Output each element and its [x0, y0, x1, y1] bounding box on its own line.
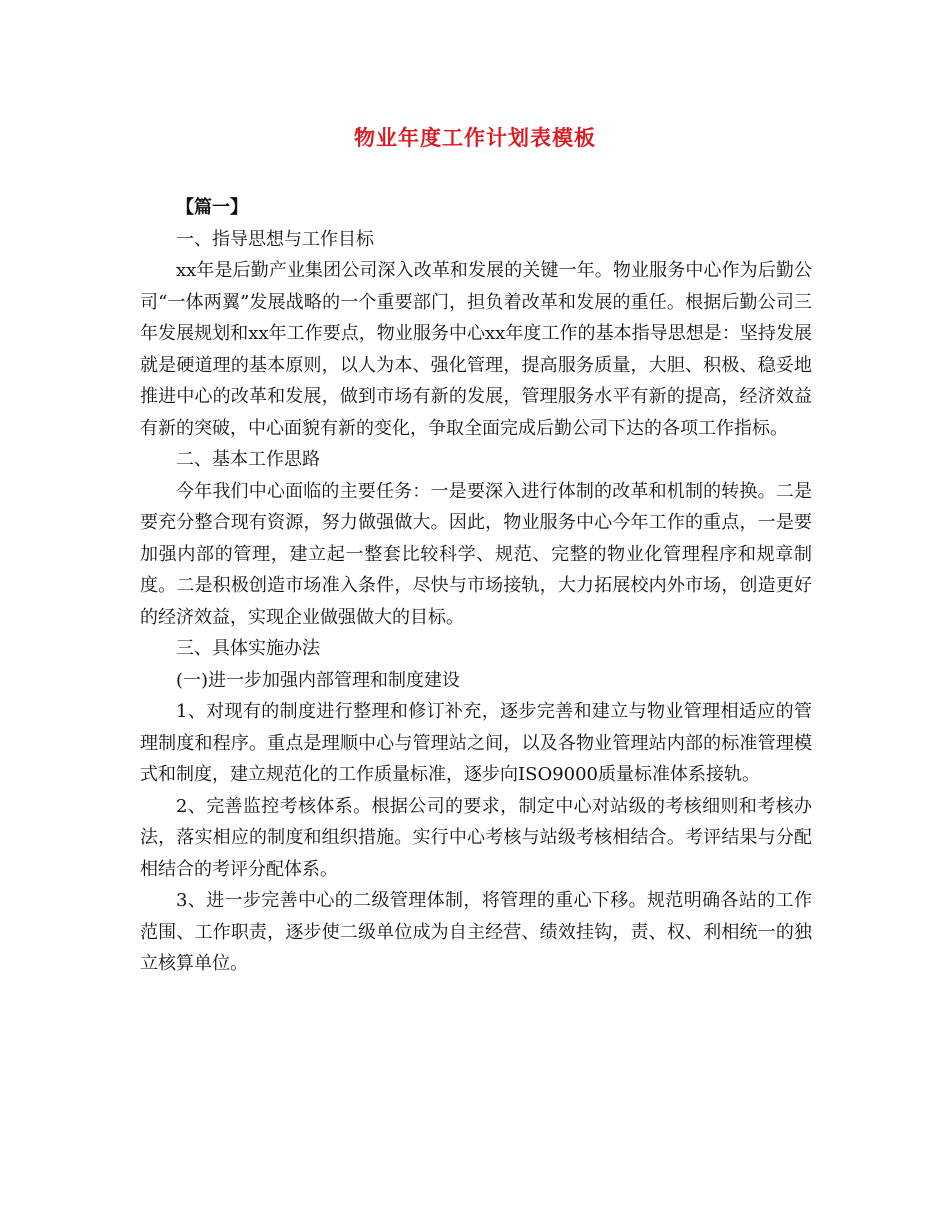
- subheading-internal-management: (一)进一步加强内部管理和制度建设: [176, 669, 461, 691]
- heading-guiding-ideology: 一、指导思想与工作目标: [176, 228, 374, 250]
- heading-basic-approach: 二、基本工作思路: [176, 449, 320, 470]
- paragraph-basic-approach: 今年我们中心面临的主要任务：一是要深入进行体制的改革和机制的转换。二是要充分整合现有资源，努力做强做大。因此，物业服务中心今年工作的重点，一是要加强内部的管理，建立起一整套比较科学、规范、完整的物业化管理程序和规章制度。二是积极创造市场准入条件，尽快与市场接轨，大力拓展校内外市场，创造更好的经济效益，实现企业做强做大的目标。: [140, 480, 812, 628]
- section-label: 【篇一】: [176, 197, 248, 218]
- list-item-2: 2、完善监控考核体系。根据公司的要求，制定中心对站级的考核细则和考核办法，落实相应的制度和组织措施。实行中心考核与站级考核相结合。考评结果与分配相结合的考评分配体系。: [140, 795, 812, 880]
- heading-implementation: 三、具体实施办法: [176, 638, 320, 659]
- list-item-1: 1、对现有的制度进行整理和修订补充，逐步完善和建立与物业管理相适应的管理制度和程序。重点是理顺中心与管理站之间，以及各物业管理站内部的标准管理模式和制度，建立规范化的工作质量标准，逐步向ISO9000质量标准体系接轨。: [140, 701, 812, 785]
- list-item-3: 3、进一步完善中心的二级管理体制，将管理的重心下移。规范明确各站的工作范围、工作职责，逐步使二级单位成为自主经营、绩效挂钩，责、权、利相统一的独立核算单位。: [140, 890, 812, 974]
- document-title: 物业年度工作计划表模板: [354, 125, 596, 150]
- document-body: [140, 192, 812, 980]
- paragraph-guiding-ideology: xx年是后勤产业集团公司深入改革和发展的关键一年。物业服务中心作为后勤公司“一体两翼”发展战略的一个重要部门，担负着改革和发展的重任。根据后勤公司三年发展规划和xx年工作要点，物业服务中心xx年度工作的基本指导思想是：坚持发展就是硬道理的基本原则，以人为本、强化管理，提高服务质量，大胆、积极、稳妥地推进中心的改革和发展，做到市场有新的发展，管理服务水平有新的提高，经济效益有新的突破，中心面貌有新的变化，争取全面完成后勤公司下达的各项工作指标。: [140, 260, 812, 439]
